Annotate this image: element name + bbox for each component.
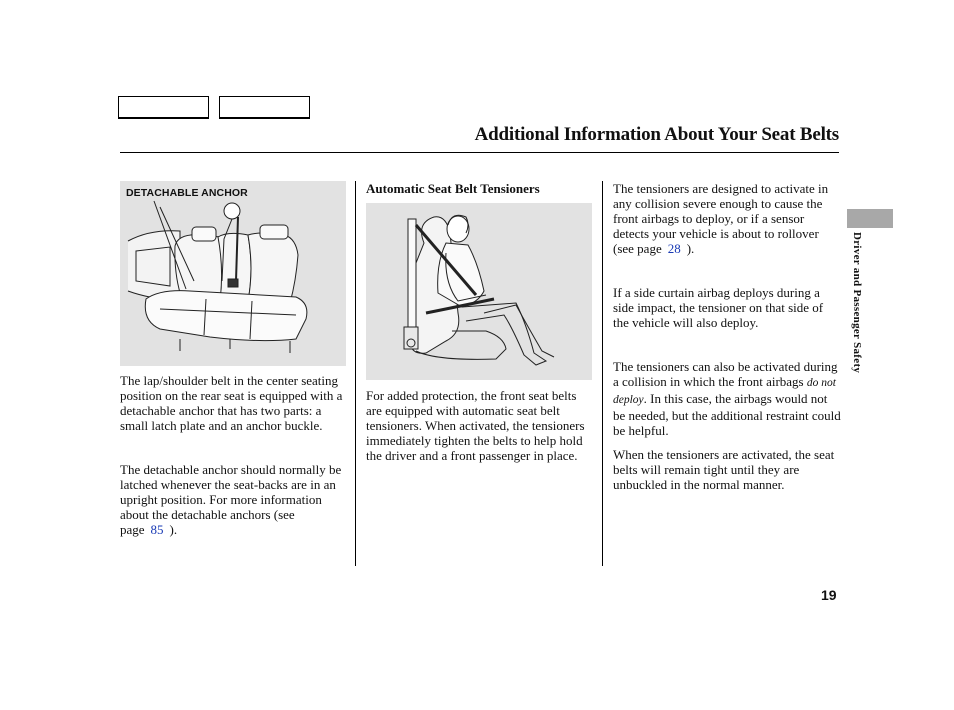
tensioner-activation-end: ). [686,241,695,256]
column-divider-2 [602,181,603,566]
tensioner-activation-text: The tensioners are designed to activate in any collision severe enough to cause the front airbags to deploy, or if a sensor detects your vehicle is about to rollover (see page [613,181,829,256]
figure-label-detachable-anchor: DETACHABLE ANCHOR [126,187,248,199]
rear-seat-illustration [120,181,346,366]
tensioner-activation-paragraph [613,181,841,256]
anchor-latch-paragraph [120,462,348,537]
anchor-latch-text: The detachable anchor should normally be latched whenever the seat-backs are in an upright position. For more information about the detachable anchors (see page [120,462,342,537]
nav-box-next[interactable] [219,96,310,119]
page-number: 19 [821,587,837,603]
collision-text-a: The tensioners can also be activated during a collision in which the front airbags [613,359,838,389]
seat-belt-tensioner-illustration [366,203,592,380]
anchor-latch-end: ). [169,522,178,537]
page-link-28[interactable]: 28 [667,241,681,256]
collision-paragraph [613,359,841,438]
anchor-description-paragraph: The lap/shoulder belt in the center seating position on the rear seat is equipped with a detachable anchor that has two parts: a small latch plate and an anchor buckle. [120,373,343,433]
unbuckle-paragraph: When the tensioners are activated, the seat belts will remain tight until they are unbuckled in the normal manner. [613,447,835,492]
section-tab[interactable] [847,209,893,228]
collision-italic: do not deploy [613,377,836,406]
section-heading-tensioners: Automatic Seat Belt Tensioners [366,181,540,196]
rear-seat-drawing [120,181,346,366]
side-curtain-paragraph: If a side curtain airbag deploys during a side impact, the tensioner on that side of the vehicle will also deploy. [613,285,824,330]
title-rule [120,152,839,153]
collision-text-b: . In this case, the airbags would not be needed, but the additional restraint could be helpful. [613,391,841,438]
tensioners-intro-paragraph: For added protection, the front seat belts are equipped with automatic seat belt tensioners. When activated, the tensioners immediately tighten the belts to help hold the driver and a front passenger in place. [366,388,585,463]
section-label: Driver and Passenger Safety [851,232,863,374]
column-divider-1 [355,181,356,566]
page-link-85[interactable]: 85 [150,522,164,537]
page-title: Additional Information About Your Seat Belts [474,124,839,145]
passenger-drawing [366,203,592,380]
nav-box-previous[interactable] [118,96,209,119]
